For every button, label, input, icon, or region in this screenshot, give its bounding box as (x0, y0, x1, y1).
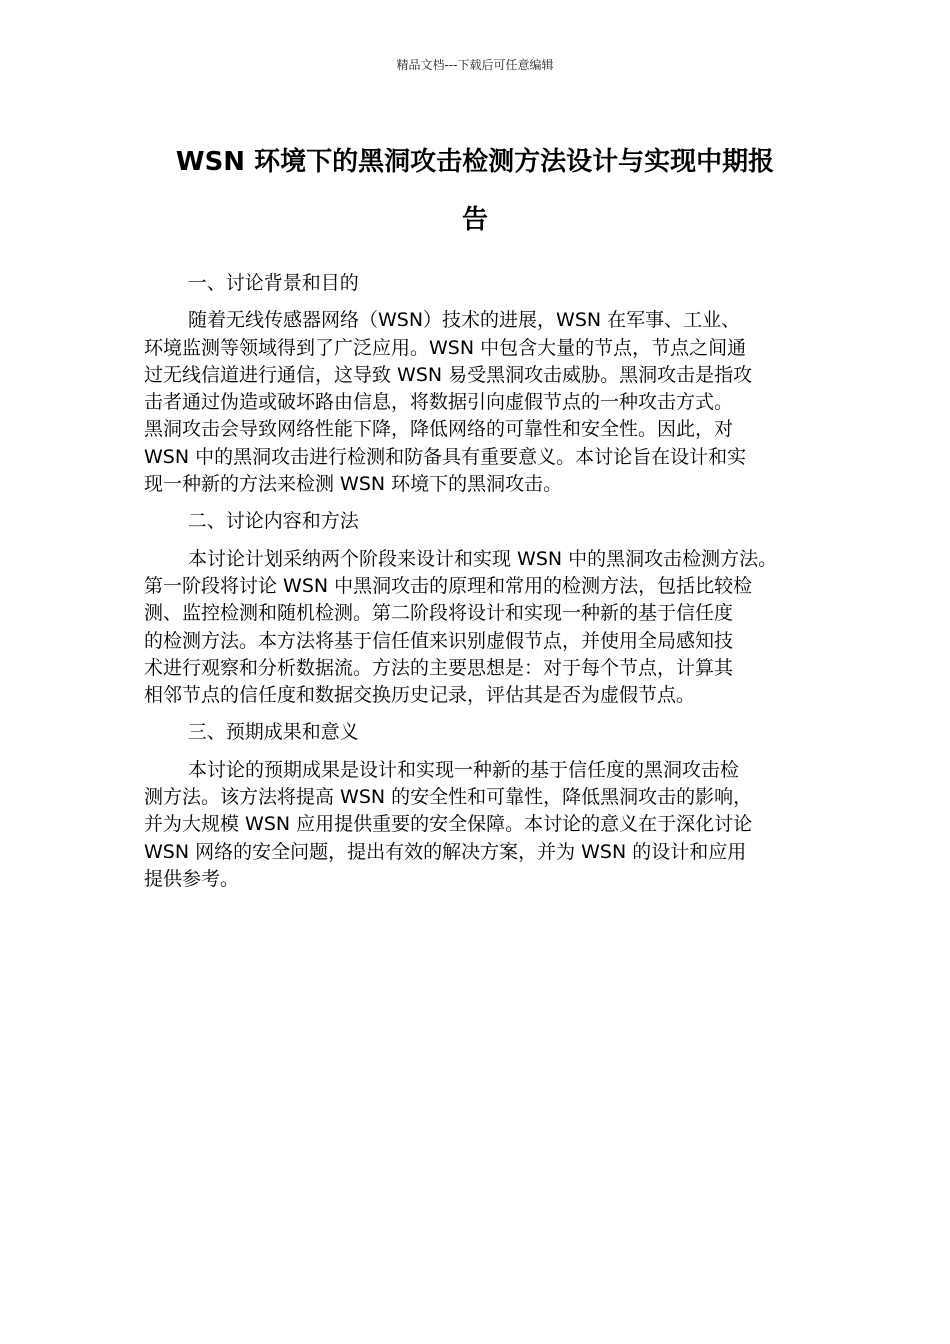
paragraph-line: 黑洞攻击会导致网络性能下降，降低网络的可靠性和安全性。因此，对 (144, 418, 734, 441)
paragraph-line: 环境监测等领域得到了广泛应用。WSN 中包含大量的节点，节点之间通 (144, 336, 747, 359)
paragraph-method (144, 546, 808, 710)
paragraph-line: WSN 网络的安全问题，提出有效的解决方案，并为 WSN 的设计和应用 (144, 840, 747, 863)
paragraph-line: 本讨论的预期成果是设计和实现一种新的基于信任度的黑洞攻击检 (188, 758, 740, 781)
section-heading-method: 二、讨论内容和方法 (187, 510, 359, 533)
paragraph-line: 本讨论计划采纳两个阶段来设计和实现 WSN 中的黑洞攻击检测方法。 (188, 547, 778, 570)
paragraph-line: 第一阶段将讨论 WSN 中黑洞攻击的原理和常用的检测方法，包括比较检 (144, 574, 753, 597)
document-body (144, 270, 808, 903)
paragraph-line: 现一种新的方法来检测 WSN 环境下的黑洞攻击。 (144, 473, 563, 496)
section-heading-background: 一、讨论背景和目的 (187, 272, 359, 294)
paragraph-outcomes (144, 757, 808, 893)
paragraph-line: 的检测方法。本方法将基于信任值来识别虚假节点，并使用全局感知技 (144, 629, 734, 652)
paragraph-line: 提供参考。 (144, 867, 240, 890)
paragraph-line: 并为大规模 WSN 应用提供重要的安全保障。本讨论的意义在于深化讨论 (144, 813, 753, 836)
paragraph-line: 测方法。该方法将提高 WSN 的安全性和可靠性，降低黑洞攻击的影响， (144, 786, 753, 809)
paragraph-line: WSN 中的黑洞攻击进行检测和防备具有重要意义。本讨论旨在设计和实 (144, 445, 747, 468)
paragraph-line: 击者通过伪造或破坏路由信息，将数据引向虚假节点的一种攻击方式。 (144, 391, 734, 414)
paragraph-line: 相邻节点的信任度和数据交换历史记录，评估其是否为虚假节点。 (144, 684, 696, 707)
document-title (140, 133, 810, 249)
paragraph-line: 术进行观察和分析数据流。方法的主要思想是：对于每个节点，计算其 (144, 656, 734, 679)
title-line-2: 告 (461, 205, 488, 235)
paragraph-line: 随着无线传感器网络（WSN）技术的进展，WSN 在军事、工业、 (188, 309, 741, 332)
paragraph-background (144, 307, 808, 498)
paragraph-line: 测、监控检测和随机检测。第二阶段将设计和实现一种新的基于信任度 (144, 602, 734, 625)
section-heading-outcomes: 三、预期成果和意义 (187, 721, 359, 744)
paragraph-line: 过无线信道进行通信，这导致 WSN 易受黑洞攻击威胁。黑洞攻击是指攻 (144, 363, 753, 386)
header-note: 精品文档---下载后可任意编辑 (396, 58, 554, 72)
title-line-1: WSN 环境下的黑洞攻击检测方法设计与实现中期报 (175, 147, 775, 177)
